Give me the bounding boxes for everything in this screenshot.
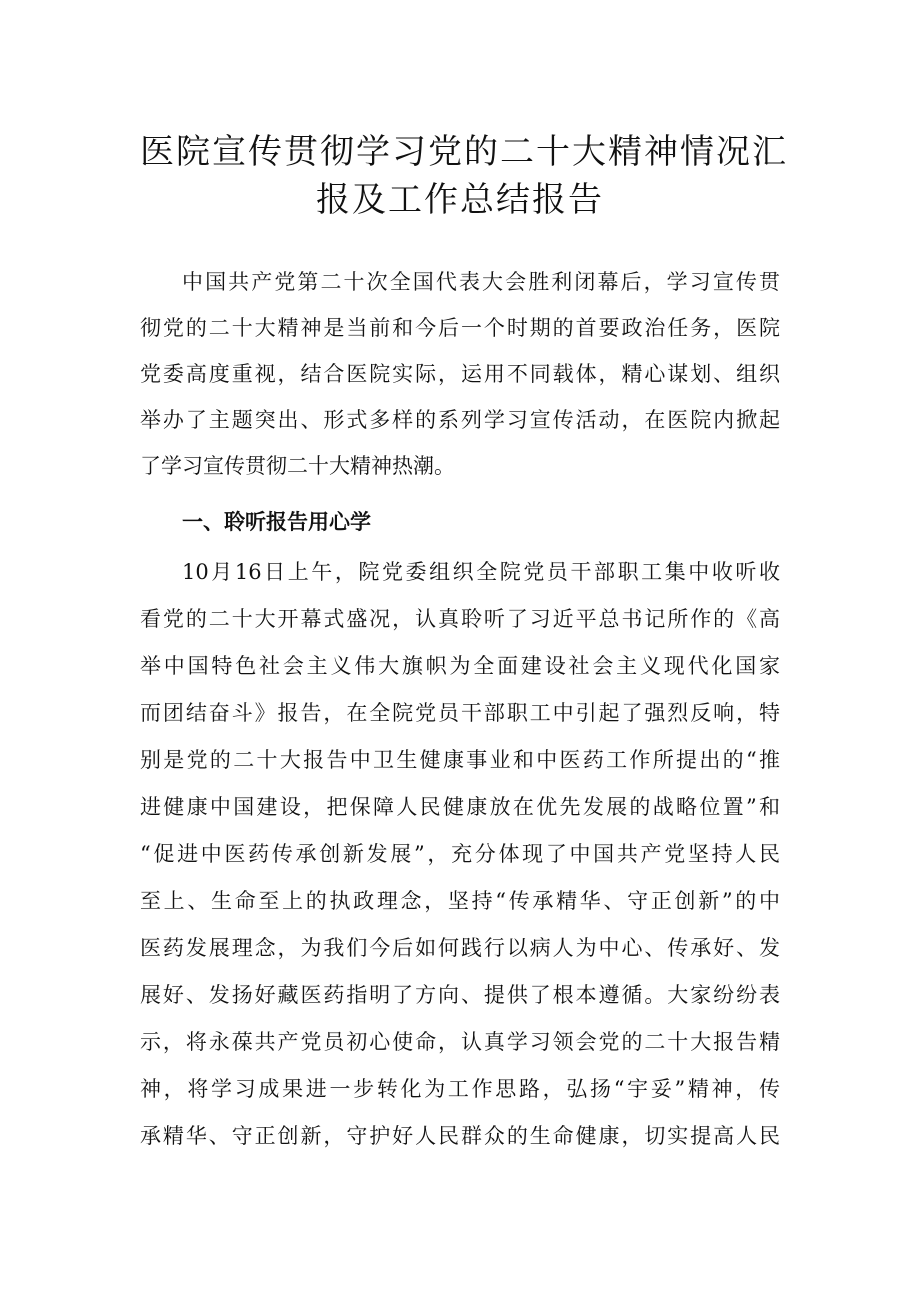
document-title-line-2: 报及工作总结报告 [316,180,604,220]
section1-paragraph-line: 而团结奋斗》报告，在全院党员干部职工中引起了强烈反响，特 [140,701,780,725]
intro-paragraph-line: 中国共产党第二十次全国代表大会胜利闭幕后，学习宣传贯 [182,270,780,294]
intro-paragraph-line: 举办了主题突出、形式多样的系列学习宣传活动，在医院内掀起 [140,408,780,432]
section1-paragraph-line: 展好、发扬好藏医药指明了方向、提供了根本遵循。大家纷纷表 [140,983,780,1007]
section1-paragraph-line: 10月16日上午，院党委组织全院党员干部职工集中收听收 [182,560,780,584]
intro-paragraph-line: 党委高度重视，结合医院实际，运用不同载体，精心谋划、组织 [140,362,780,386]
section1-paragraph-line: 承精华、守正创新，守护好人民群众的生命健康，切实提高人民 [140,1124,780,1148]
section-heading-1: 一、聆听报告用心学 [182,510,371,534]
section1-paragraph-line: 神，将学习成果进一步转化为工作思路，弘扬“宇妥”精神，传 [140,1077,780,1101]
section1-paragraph-line: 医药发展理念，为我们今后如何践行以病人为中心、传承好、发 [140,936,780,960]
intro-paragraph-line: 了学习宣传贯彻二十大精神热潮。 [140,454,455,478]
section1-paragraph-line: 示，将永葆共产党员初心使命，认真学习领会党的二十大报告精 [140,1030,780,1054]
section1-paragraph-line: 别是党的二十大报告中卫生健康事业和中医药工作所提出的“推 [140,748,780,772]
intro-paragraph-line: 彻党的二十大精神是当前和今后一个时期的首要政治任务，医院 [140,316,780,340]
document-title-line-1: 医院宣传贯彻学习党的二十大精神情况汇 [140,132,788,172]
section1-paragraph-line: 进健康中国建设，把保障人民健康放在优先发展的战略位置”和 [140,795,780,819]
section1-paragraph-line: “促进中医药传承创新发展”，充分体现了中国共产党坚持人民 [140,842,780,866]
section1-paragraph-line: 举中国特色社会主义伟大旗帜为全面建设社会主义现代化国家 [140,654,780,678]
section1-paragraph-line: 看党的二十大开幕式盛况，认真聆听了习近平总书记所作的《高 [140,607,780,631]
section1-paragraph-line: 至上、生命至上的执政理念，坚持“传承精华、守正创新”的中 [140,889,780,913]
